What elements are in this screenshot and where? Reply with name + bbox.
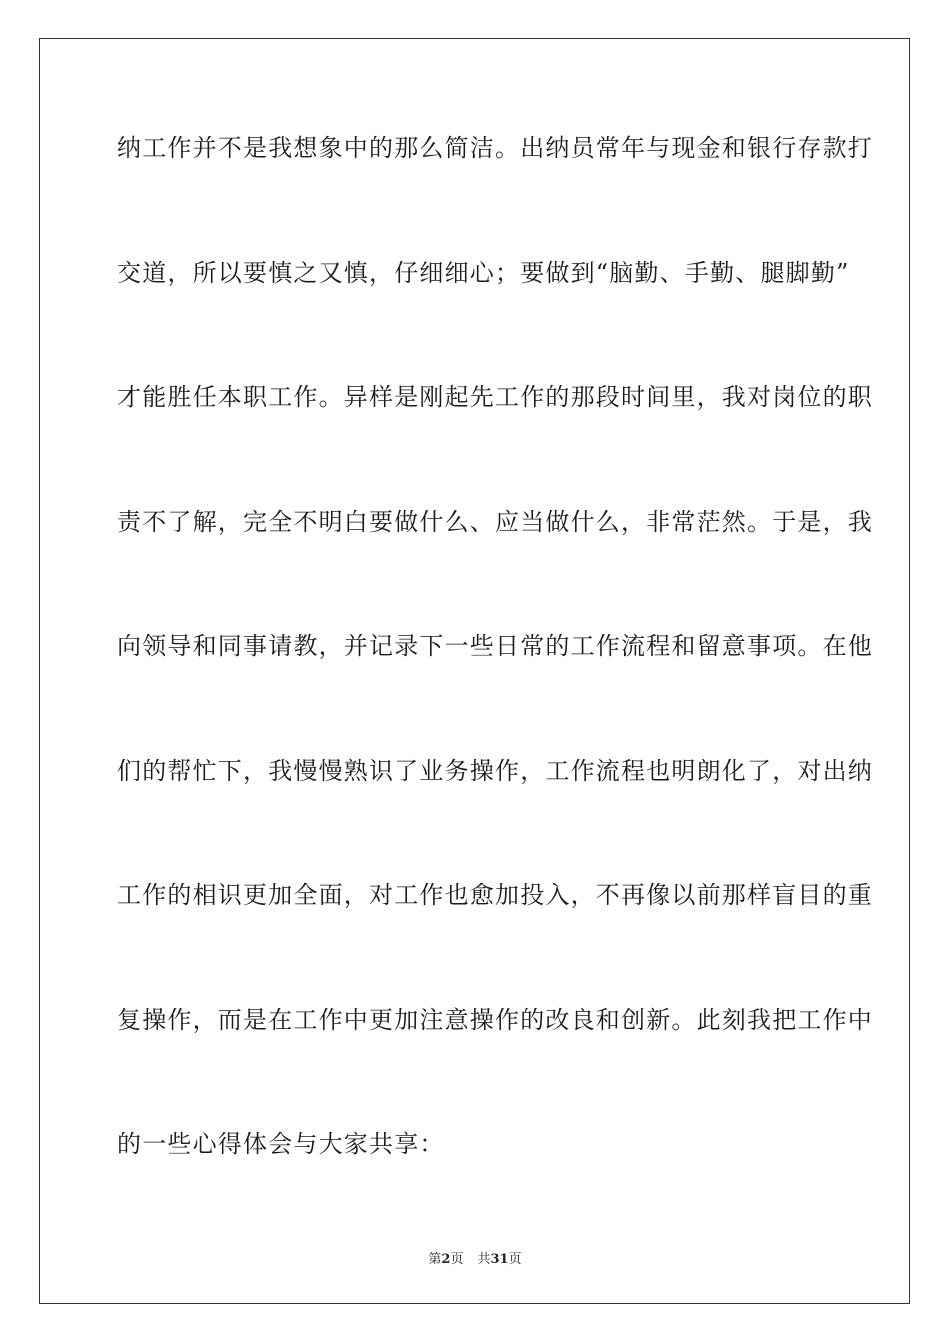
page-prefix: 第 (428, 1252, 442, 1267)
text-line (117, 128, 873, 253)
document-body (117, 128, 873, 1249)
total-page-count: 31 (490, 1252, 509, 1267)
text-line (117, 377, 873, 502)
current-page-number: 2 (441, 1252, 451, 1267)
text-line (117, 253, 850, 378)
text-line (117, 502, 873, 627)
text-line (117, 875, 873, 1000)
page-footer (0, 1248, 950, 1267)
line-text: 工作的相识更加全面，对工作也愈加投入，不再像以前那样盲目的重 (117, 881, 873, 909)
text-line (117, 751, 873, 876)
total-suffix: 页 (508, 1252, 522, 1267)
line-text: 复操作，而是在工作中更加注意操作的改良和创新。此刻我把工作中 (117, 1005, 873, 1034)
line-text: 们的帮忙下，我慢慢熟识了业务操作，工作流程也明朗化了，对出纳 (117, 756, 873, 785)
line-text: 向领导和同事请教，并记录下一些日常的工作流程和留意事项。在他 (117, 632, 873, 660)
total-prefix: 共 (477, 1252, 491, 1267)
page-suffix: 页 (450, 1252, 464, 1267)
text-line (117, 1000, 873, 1125)
line-text: 交道，所以要慎之又慎，仔细细心；要做到“脑勤、手勤、腿脚勤” (117, 258, 850, 287)
text-line (117, 1124, 833, 1249)
line-text: 才能胜任本职工作。异样是刚起先工作的那段时间里，我对岗位的职 (117, 383, 873, 411)
line-text: 纳工作并不是我想象中的那么简洁。出纳员常年与现金和银行存款打 (117, 134, 873, 162)
line-text: 责不了解，完全不明白要做什么、应当做什么，非常茫然。于是，我 (117, 507, 873, 536)
line-text: 的一些心得体会与大家共享： (117, 1130, 445, 1158)
text-line (117, 626, 873, 751)
